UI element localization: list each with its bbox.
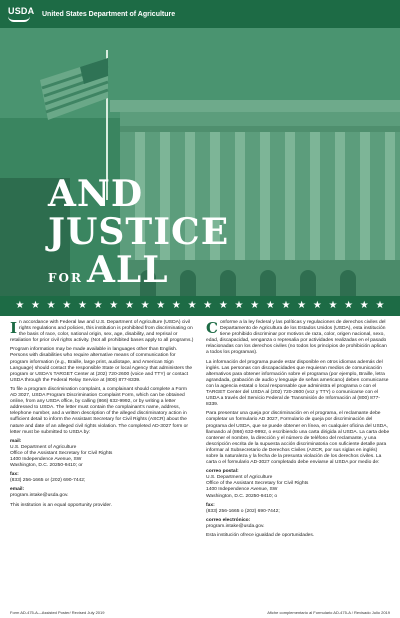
star-icon: ★	[297, 300, 307, 311]
english-email	[10, 487, 194, 499]
title-all: ALL	[86, 249, 169, 291]
mail-line: 1400 Independence Avenue, SW	[10, 456, 82, 462]
title-and: AND	[48, 173, 144, 215]
mail-label: correo postal:	[206, 469, 239, 475]
english-column	[10, 320, 194, 608]
footer-right: Afiche complementario al Formulario AD-475-A / Revisado Julio 2019	[267, 609, 390, 615]
header-bar	[0, 0, 400, 28]
body-text	[10, 320, 390, 608]
mail-line: U.S. Department of Agriculture	[206, 475, 273, 481]
star-icon: ★	[156, 300, 166, 311]
star-icon: ★	[62, 300, 72, 311]
star-icon: ★	[109, 300, 119, 311]
english-paragraph-3: To file a program discrimination complaint, a complainant should complete a Form AD 3027, USDA Program Discrimination Complaint Form, which can be obtained online, from any USDA office, by calling (866) 632-9992, or by writing a letter addressed to USDA. The letter must contain the complainant's name, address, telephone number, and a written description of the alleged discriminatory action in sufficient detail to inform the Assistant Secretary for Civil Rights (ASCR) about the nature and date of an alleged civil rights violation. The completed AD-3027 form or letter must be submitted to USDA by:	[10, 386, 188, 435]
spanish-fax	[206, 503, 390, 515]
star-icon: ★	[124, 300, 134, 311]
spanish-paragraph-1: Conforme a la ley federal y las políticas y regulaciones de derechos civiles del Departamento de Agricultura de los Estados Unidos (USDA), esta institución tiene prohibido discriminar por motivos de raza, color, origen nacional, sexo, edad, discapacidad, venganza o represalia por actividades realizadas en el pasado relacionadas con los derechos civiles (no todos los principios de prohibición aplican a todos los programas).	[206, 319, 387, 356]
english-paragraph-1: In accordance with Federal law and U.S. Department of Agriculture (USDA) civil rights regulations and policies, this institution is prohibited from discriminating on the basis of race, color, national origin, sex, age, disability, and reprisal or retaliation for prior civil rights activity. (Not all prohibited bases apply to all programs.)	[10, 319, 194, 344]
star-icon: ★	[31, 300, 40, 311]
email-label: email:	[10, 487, 25, 493]
star-icon: ★	[187, 300, 197, 311]
email-label: correo electrónico:	[206, 517, 251, 523]
star-icon: ★	[171, 300, 181, 311]
usda-logo	[8, 6, 35, 22]
star-icon: ★	[46, 300, 56, 311]
mail-line: Office of the Assistant Secretary for Civil Rights	[206, 481, 309, 487]
star-icon: ★	[140, 300, 150, 311]
star-icon: ★	[344, 300, 354, 311]
footer-left: Form AD-475-A—Assisted Poster/ Revised July 2019	[10, 609, 105, 615]
hero-image	[0, 28, 400, 296]
mail-line: U.S. Department of Agriculture	[10, 444, 77, 450]
star-icon: ★	[281, 300, 291, 311]
title-justice: JUSTICE	[48, 211, 230, 253]
fax-label: fax:	[206, 502, 215, 508]
star-icon: ★	[93, 300, 103, 311]
spanish-closing: Esta institución ofrece igualdad de oportunidades.	[206, 533, 315, 538]
usda-logo-text: USDA	[8, 6, 35, 16]
title-for: FOR	[48, 271, 83, 285]
star-icon: ★	[359, 300, 369, 311]
fax-value: (833) 256-1665 o (202) 690-7442;	[206, 508, 280, 514]
fax-value: (833) 256-1665 or (202) 690-7442;	[10, 478, 86, 484]
english-mail	[10, 439, 194, 469]
title-for-all	[48, 249, 229, 291]
hero-title	[48, 173, 230, 291]
email-value[interactable]: program.intake@usda.gov.	[10, 493, 69, 499]
english-closing: This institution is an equal opportunity provider.	[10, 502, 112, 508]
spanish-mail	[206, 469, 390, 499]
mail-line: 1400 Independence Avenue, SW	[206, 487, 278, 493]
star-icon: ★	[312, 300, 322, 311]
mail-line: Washington, D.C. 20250-9410; o	[206, 493, 278, 499]
star-icon: ★	[15, 300, 25, 311]
mail-line: Washington, D.C. 20250-9410; or	[10, 463, 83, 469]
spanish-column	[206, 320, 390, 608]
footer	[0, 606, 400, 618]
mail-line: Office of the Assistant Secretary for Civil Rights	[10, 450, 113, 456]
spanish-email	[206, 518, 390, 530]
english-fax	[10, 472, 194, 484]
spanish-dropcap: C	[206, 319, 218, 337]
star-icon: ★	[265, 300, 275, 311]
star-icon: ★	[218, 300, 228, 311]
fax-label: fax:	[10, 472, 19, 478]
star-icon: ★	[203, 300, 213, 311]
department-name: United States Department of Agriculture	[42, 10, 176, 18]
star-icon: ★	[375, 300, 385, 311]
star-band	[0, 296, 400, 316]
star-icon: ★	[234, 300, 244, 311]
star-icon: ★	[328, 300, 338, 311]
spanish-paragraph-2: La información del programa puede estar disponible en otros idiomas además del inglés. Las personas con discapacidades que requieran medios de comunicación alternativos para obtener información sobre el programa (por ejemplo, Braille, letra agrandada, grabación de audio y lenguaje de señas americano) deben comunicarse con la agencia estatal o local responsable que administra el programa o con el TARGET Center del USDA al (202) 720-2600 (voz y TTY) o comunicarse con el USDA a través del Servicio Federal de Transmisión de Información al (800) 877-8339.	[206, 359, 389, 408]
email-value[interactable]: program.intake@usda.gov.	[206, 523, 265, 529]
usda-logo-arc	[8, 16, 30, 22]
spanish-paragraph-3: Para presentar una queja por discriminación en el programa, el reclamante debe completar un formulario AD 3027, Formulario de queja por discriminación del programa del USDA, que se puede obtener en línea, en cualquier oficina del USDA, llamando al (866) 632-9992, o escribiendo una carta dirigida al USDA. La carta debe contener el nombre, la dirección y el número de teléfono del reclamante, y una descripción escrita de la supuesta acción discriminatoria con suficiente detalle para informar al Subsecretario de Derechos Civiles (ASCR, por sus siglas en inglés) sobre la naturaleza y la fecha de la presunta violación de los derechos civiles. La carta o el formulario AD-3027 completado debe enviarse al USDA por medio de:	[206, 411, 390, 466]
english-dropcap: I	[10, 319, 18, 337]
star-icon: ★	[77, 300, 87, 311]
star-icon: ★	[250, 300, 260, 311]
mail-label: mail:	[10, 438, 22, 444]
english-paragraph-2: Program information may be made available in languages other than English. Persons with disabilities who require alternative means of communication for program information (e.g., Braille, large print, audiotape, and American Sign Language) should contact the responsible State or local Agency that administers the program or USDA's TARGET Center at (202) 720-2600 (voice and TTY) or contact USDA through the Federal Relay Service at (800) 877-8339.	[10, 347, 193, 383]
